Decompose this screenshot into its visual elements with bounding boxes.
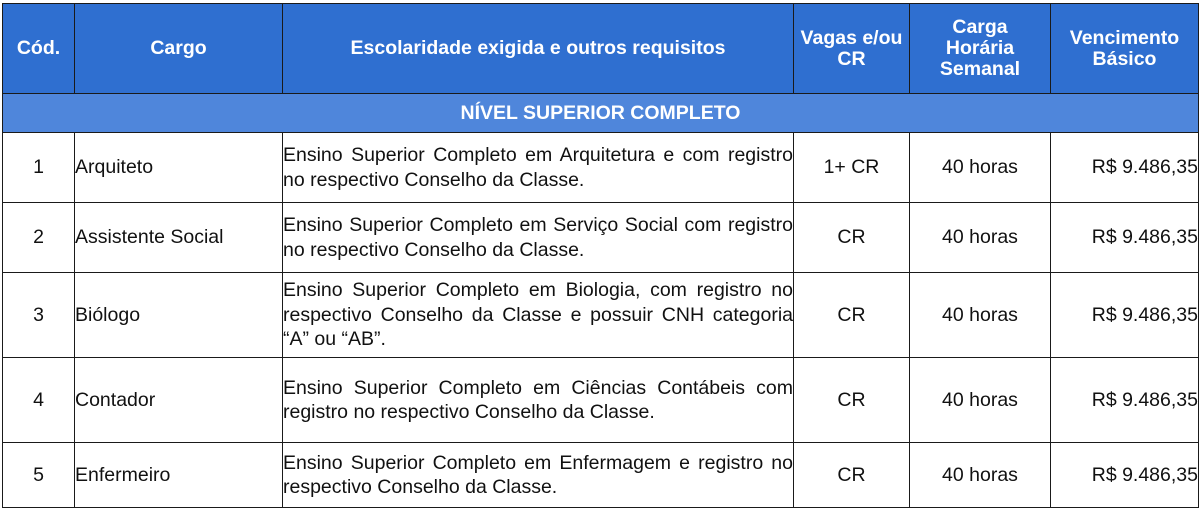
cell-requisitos: Ensino Superior Completo em Biologia, com registro no respectivo Conselho da Classe e possuir CNH categoria “A” ou “AB”. bbox=[283, 273, 794, 358]
cell-vagas: CR bbox=[794, 273, 910, 358]
header-vagas: Vagas e/ou CR bbox=[794, 4, 910, 94]
cell-vencimento: R$ 9.486,35 bbox=[1051, 273, 1199, 358]
cell-cargo: Biólogo bbox=[75, 273, 283, 358]
header-cod: Cód. bbox=[3, 4, 75, 94]
table-row bbox=[3, 358, 1199, 443]
header-carga-horaria: Carga Horária Semanal bbox=[910, 4, 1051, 94]
cell-cod: 2 bbox=[3, 203, 75, 273]
cell-cod: 5 bbox=[3, 443, 75, 508]
cell-carga: 40 horas bbox=[910, 273, 1051, 358]
table-row bbox=[3, 443, 1199, 508]
cell-requisitos: Ensino Superior Completo em Arquitetura e com registro no respectivo Conselho da Classe. bbox=[283, 133, 794, 203]
header-cargo: Cargo bbox=[75, 4, 283, 94]
cell-carga: 40 horas bbox=[910, 133, 1051, 203]
cell-cargo: Arquiteto bbox=[75, 133, 283, 203]
cell-cod: 4 bbox=[3, 358, 75, 443]
section-row bbox=[3, 94, 1199, 133]
header-escolaridade: Escolaridade exigida e outros requisitos bbox=[283, 4, 794, 94]
table-row bbox=[3, 133, 1199, 203]
header-vencimento: Vencimento Básico bbox=[1051, 4, 1199, 94]
cell-cargo: Contador bbox=[75, 358, 283, 443]
cell-vagas: CR bbox=[794, 358, 910, 443]
cell-requisitos: Ensino Superior Completo em Ciências Contábeis com registro no respectivo Conselho da Classe. bbox=[283, 358, 794, 443]
cell-requisitos: Ensino Superior Completo em Enfermagem e registro no respectivo Conselho da Classe. bbox=[283, 443, 794, 508]
table-row bbox=[3, 273, 1199, 358]
cell-vencimento: R$ 9.486,35 bbox=[1051, 358, 1199, 443]
cell-carga: 40 horas bbox=[910, 358, 1051, 443]
cargos-table bbox=[2, 3, 1199, 508]
cell-vagas: CR bbox=[794, 443, 910, 508]
cell-vagas: CR bbox=[794, 203, 910, 273]
cell-vencimento: R$ 9.486,35 bbox=[1051, 133, 1199, 203]
cell-requisitos: Ensino Superior Completo em Serviço Social com registro no respectivo Conselho da Classe. bbox=[283, 203, 794, 273]
cell-cargo: Enfermeiro bbox=[75, 443, 283, 508]
cell-carga: 40 horas bbox=[910, 443, 1051, 508]
table-row bbox=[3, 203, 1199, 273]
cell-cod: 1 bbox=[3, 133, 75, 203]
section-title: NÍVEL SUPERIOR COMPLETO bbox=[3, 94, 1199, 133]
cell-cod: 3 bbox=[3, 273, 75, 358]
cell-vencimento: R$ 9.486,35 bbox=[1051, 203, 1199, 273]
header-row bbox=[3, 4, 1199, 94]
cell-vagas: 1+ CR bbox=[794, 133, 910, 203]
cell-vencimento: R$ 9.486,35 bbox=[1051, 443, 1199, 508]
cell-carga: 40 horas bbox=[910, 203, 1051, 273]
cell-cargo: Assistente Social bbox=[75, 203, 283, 273]
